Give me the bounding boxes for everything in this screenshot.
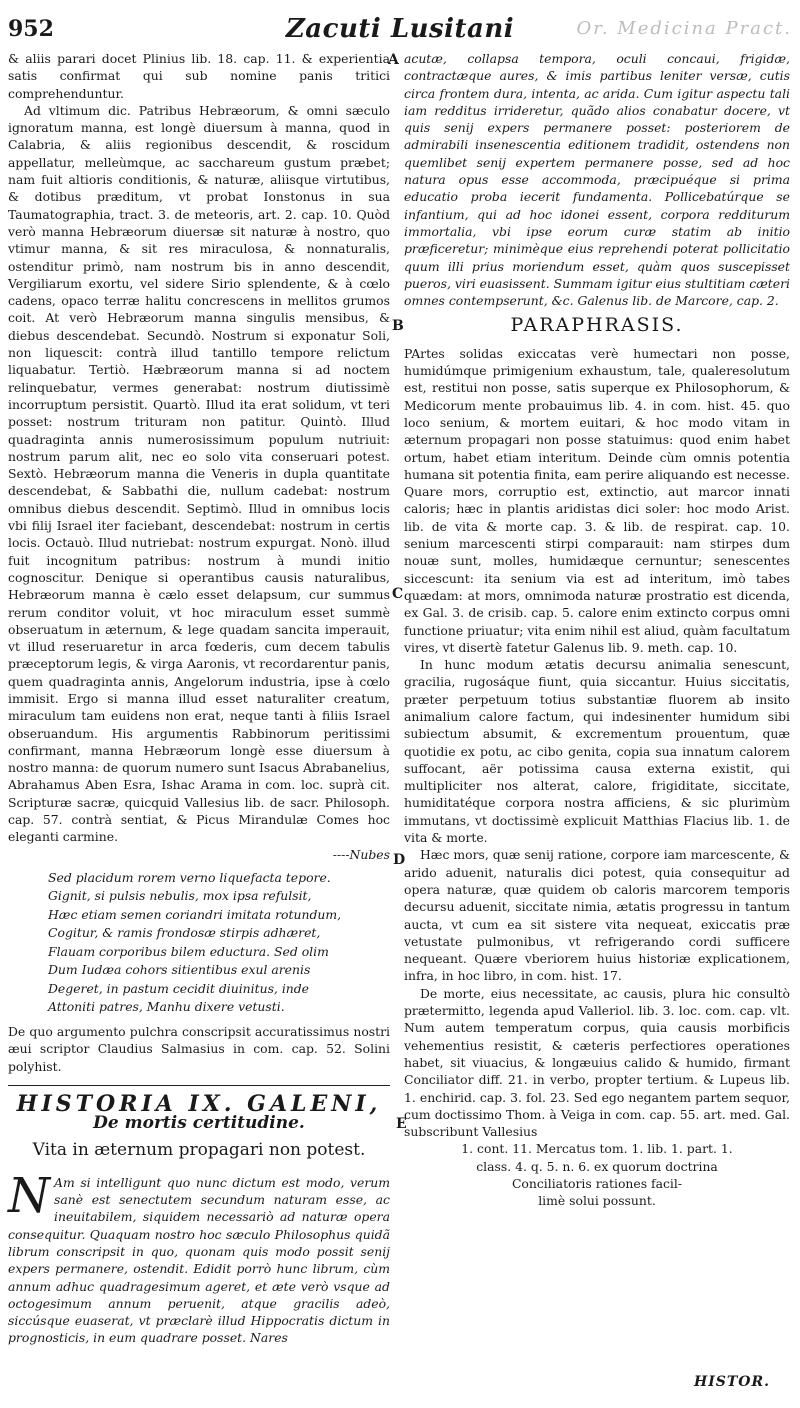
margin-letter-d: D bbox=[393, 852, 406, 868]
right-column bbox=[404, 50, 790, 1210]
bleed-through-text: Or. Medicina Pract. bbox=[576, 18, 792, 39]
historia-subtitle: De mortis certitudine. bbox=[93, 1113, 305, 1134]
poem-line: Dum Iudæa cohors sitientibus exul arenis bbox=[48, 962, 311, 978]
poem-line: Sed placidum rorem verno liquefacta tepore. bbox=[48, 869, 331, 885]
page-header bbox=[8, 14, 792, 48]
left-paragraph-3: De quo argumento pulchra conscripsit accuratissimus nostri æui scriptor Claudius Salmasius in com. cap. 52. Solini polyhist. bbox=[8, 1023, 390, 1074]
right-paragraph-1: PArtes solidas exiccatas verè humectari non posse, humidúmque primigenium exhaustum, tale, qualeresolutum est, restitui non posse, satis superque ex Philosophorum, & Medicorum mente probauimus lib. 4. in com. hist. 45. quo loco senium, & mortem euitari, & hoc modo vitam in æternum propagari non posse statuimus: quod enim habet ortum, habet etiam interitum. Deinde cùm omnis potentia humana sit potentia finita, eam perire aliquando est necesse. Quare mors, corruptio est, extinctio, aut marcor innati caloris; hæc in plantis aridistas dici soler: hoc modo Arist. lib. de vita & morte cap. 3. & lib. de respirat. cap. 10. senium marcescenti stirpi comparauit: nam stirpes dum nouæ sunt, molles, humidæque cernuntur; senescentes siccescunt: ita senium via est ad interitum, imò tabes quædam: at mors, omnimoda naturæ prostratio est dicenda, ex Gal. 3. de crisib. cap. 5. calore enim extincto corpus omni functione priuatur; vita enim nihil est aliud, quàm facultatum vires, vt disertè fatetur Galenus lib. 9. meth. cap. 10. bbox=[404, 345, 790, 655]
running-title: Zacuti Lusitani bbox=[285, 14, 515, 44]
section-divider bbox=[8, 1085, 390, 1086]
left-paragraph-2: Ad vltimum dic. Patribus Hebræorum, & omni sæculo ignoratum manna, est longè diuersum à manna, quod in Calabria, & aliis regionibus descendit, & roscidum appellatur, melleùmque, ac sacchareum gustum præbet; nam fuit altioris conditionis, & naturæ, aliisque virtutibus, & dotibus præditum, vt probat Ionstonus in sua Taumatographia, tract. 3. de meteoris, art. 2. cap. 10. Quòd verò manna Hebræorum diuersæ sit naturæ à nostro, quo vtimur manna, & sit res miraculosa, & nonnaturalis, ostenditur primò, nam nostrum bis in anno descendit, Vergiliarum exortu, vel sidere Sirio splendente, & à cœlo cadens, opaco terræ halitu concrescens in mellitos grumos coit. At verò Hebræorum manna singulis mensibus, & diebus descendebat. Secundò. Nostrum si exponatur Soli, non liquescit: contrà illud tantillo tempore relictum liquabatur. Tertiò. Hæbræorum manna si ad noctem relinquebatur, vermes generabat: nostrum diutissimè incorruptum persistit. Quartò. Illud ita erat solidum, vt teri posset: nostrum trituram non patitur. Quintò. Illud quadraginta annis numerosissimum populum nutriuit: nostrum parum alit, nec eo solo vita conseruari potest. Sextò. Hebræorum manna die Veneris in dupla quantitate descendebat, & Sabbathi die, nullum cadebat: nostrum omnibus diebus descendit. Septimò. Illud in omnibus locis vbi filij Israel iter faciebant, descendebat: nostrum in certis locis. Octauò. Illud nutriebat: nostrum expurgat. Nonò. illud fuit incognitum patribus: nostrum à mundi initio cognoscitur. Denique si operantibus causis naturalibus, Hebræorum manna è cælo esset delapsum, cur summus rerum conditor voluit, vt hoc miraculum esset summè obseruatum in æternum, & lege quadam sancita imperauit, vt illud reseruaretur in arca fœderis, cum decem tabulis præceptorum legis, & virga Aaronis, vt recordarentur panis, quem quadraginta annis, Angelorum industria, ipse à cœlo immisit. Ergo si manna illud esset naturaliter creatum, miraculum tam euidens non erat, neque tanti à filiis Israel obseruandum. His argumentis Rabbinorum peritissimi confirmant, manna Hebræorum longè esse diuersum à nostro manna: de quorum numero sunt Isacus Abrabanelius, Abrahamus Aben Esra, Ishac Arama in com. loc. suprà cit. Scripturæ sacræ, quicquid Vallesius lib. de sacr. Philosoph. cap. 57. contrà sentiat, & Picus Mirandulæ Comes hoc eleganti carmine. bbox=[8, 102, 390, 845]
closing-line: Conciliatoris rationes facil- bbox=[511, 1176, 683, 1191]
right-paragraph-4: De morte, eius necessitate, ac causis, plura hic consultò prætermitto, legenda apud Valleriol. lib. 3. loc. com. cap. vlt. Num autem temperatum corpus, quia causis morbificis vehementius resistit, & cæteris perfectiores operationes habet, sit viuacius, & longæuius calido & humido, firmant Conciliator diff. 21. in verbo, propter tertium. & Lupeus lib. 1. enchirid. cap. 3. fol. 23. Sed ego negantem partem sequor, cum doctissimo Thom. à Veiga in com. cap. 55. art. med. Gal. subscribunt Vallesius bbox=[404, 985, 790, 1140]
historia-lead: Vita in æternum propagari non potest. bbox=[32, 1140, 366, 1161]
poem-line: Gignit, si pulsis nebulis, mox ipsa refulsit, bbox=[48, 888, 312, 904]
margin-letter-e: E bbox=[396, 1116, 407, 1132]
right-paragraph-top: acutæ, collapsa tempora, oculi concaui, frigidæ, contractæque aures, & imis partibus leniter versæ, cutis circa frontem dura, intenta, ac arida. Cum igitur aspectu tali iam redditus irrideretur, quãdo alios conabatur docere, vt quis senij expers permanere posset: posteriorem de admirabili insenescentia editionem tradidit, ostendens non quemlibet senij expertem permanere posse, sed ad hoc natura opus esse accommoda, præcipuéque si prima educatio proba iecerit fundamenta. Pollicebatúrque se infantium, qui ad hoc idonei essent, corpora redditurum immortalia, vbi ipse eorum curæ statim ab initio præficeretur; minimèque eius reprehendi poterat pollicitatio quum illi prius moriendum esset, quàm quos suscepisset pueros, viri euasissent. Summam igitur eius stultitiam cæteri omnes contempserunt, &c. Galenus lib. de Marcore, cap. 2. bbox=[404, 51, 790, 309]
right-paragraph-3: Hæc mors, quæ senij ratione, corpore iam marcescente, & arido aduenit, naturalis dici potest, quia consequitur ad opera naturæ, quæ quidem ob caloris marcorem temporis decursu aduenit, siccitate nimia, ætatis progressu in tantum aucta, vt cum ea sit sistere vita nequeat, exiccatis præ vetustate pulmonibus, vt refrigerando cordi sufficere nequeant. Quære vberiorem huius historiæ explicationem, infra, in hoc libro, in com. hist. 17. bbox=[404, 847, 790, 984]
poem-lead: ----Nubes bbox=[332, 846, 390, 862]
margin-letter-c: C bbox=[392, 586, 404, 602]
poem-block bbox=[48, 869, 390, 1017]
paraphrasis-heading: PARAPHRASIS. bbox=[510, 314, 684, 337]
poem-line: Attoniti patres, Manhu dixere vetusti. bbox=[48, 999, 285, 1015]
margin-letter-a: A bbox=[388, 52, 399, 68]
closing-line: class. 4. q. 5. n. 6. ex quorum doctrina bbox=[476, 1158, 718, 1174]
page-number: 952 bbox=[8, 16, 54, 42]
left-column bbox=[8, 50, 390, 1347]
right-paragraph-2: In hunc modum ætatis decursu animalia senescunt, gracilia, rugosáque fiunt, quia siccantur. Huius siccitatis, præter perpetuum totius substantiæ fluorem ab insito animalium calore factum, qui indesinenter humidum sibi subiectum absumit, & excrementum prouentum, quæ quotidie ex potu, ac cibo genita, copia sua innatum calorem suffocant, aër potissima causa externa existit, qui multipliciter nos alterat, calore, frigiditate, siccitate, humiditatéque corpora nostra afficiens, & sic plurimùm immutans, vt doctissimè explicuit Matthias Flacius lib. 1. de vita & morte. bbox=[404, 657, 790, 846]
poem-line: Degeret, in pastum cecidit diuinitus, inde bbox=[48, 980, 310, 996]
poem-line: Hæc etiam semen coriandri imitata rotundum, bbox=[48, 906, 342, 922]
catchword: HISTOR. bbox=[693, 1374, 770, 1390]
historia-body: Am si intelligunt quo nunc dictum est modo, verum sanè est senectutem secundum naturam esse, ac ineuitabilem, siquidem necessariò ad naturæ opera consequitur. Quaquam nostro hoc sæculo Philosophus quidã librum conscripsit in quo, quonam quis modo possit senij expers permanere, ostendit. Edidit porrò hunc librum, cùm annum adhuc quadragesimum ageret, et æte verò vsque ad octogesimum annum peruenit, atque gracilis adeò, siccúsque euaserat, vt præclarè illud Hippocratis dictum in prognosticis, in eum quadrare posset. Nares bbox=[8, 1174, 390, 1346]
left-paragraph-1: & aliis parari docet Plinius lib. 18. cap. 11. & experientia satis confirmat qui sub nomine panis tritici comprehenduntur. bbox=[8, 51, 390, 101]
poem-line: Cogitur, & ramis frondosæ stirpis adhæret, bbox=[48, 925, 321, 941]
closing-line: limè solui possunt. bbox=[538, 1193, 656, 1209]
poem-line: Flauam corporibus bilem eductura. Sed olim bbox=[48, 943, 329, 959]
closing-line: 1. cont. 11. Mercatus tom. 1. lib. 1. part. 1. bbox=[461, 1141, 733, 1157]
closing-lines bbox=[404, 1140, 790, 1209]
historia-title: HISTORIA IX. GALENI, bbox=[16, 1090, 382, 1117]
drop-cap: N bbox=[8, 1167, 50, 1224]
margin-letter-b: B bbox=[392, 318, 404, 334]
historia-text bbox=[8, 1167, 390, 1347]
